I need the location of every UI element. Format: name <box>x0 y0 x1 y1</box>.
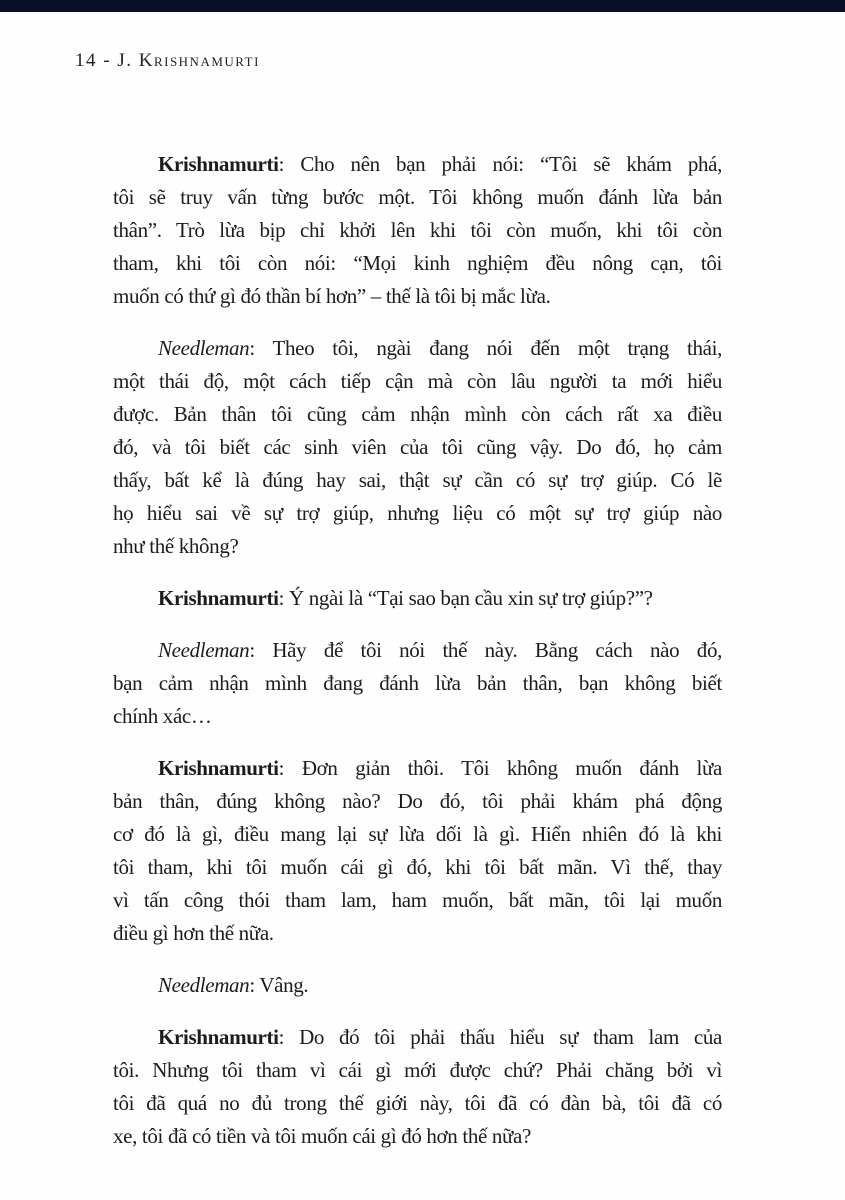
dialogue-paragraph <box>113 752 722 950</box>
text-line <box>113 497 722 530</box>
line-text: xe, tôi đã có tiền và tôi muốn cái gì đó hơn thế nữa? <box>113 1124 531 1148</box>
text-line <box>113 247 722 280</box>
text-line <box>113 700 722 733</box>
text-line <box>113 530 722 563</box>
speaker-name: Needleman <box>158 336 250 360</box>
page-body <box>113 148 722 1172</box>
text-line <box>113 431 722 464</box>
line-text: tôi đã quá no đủ trong thế giới này, tôi đã có đàn bà, tôi đã có <box>113 1091 722 1115</box>
running-head <box>75 50 260 72</box>
dialogue-paragraph <box>113 148 722 313</box>
line-text: được. Bản thân tôi cũng cảm nhận mình còn cách rất xa điều <box>113 402 722 426</box>
speaker-name: Krishnamurti <box>158 1025 279 1049</box>
text-line <box>113 214 722 247</box>
text-line <box>113 634 722 667</box>
line-text: tôi sẽ truy vấn từng bước một. Tôi không muốn đánh lừa bản <box>113 185 722 209</box>
line-text: : Đơn giản thôi. Tôi không muốn đánh lừa <box>278 756 722 780</box>
text-line <box>113 365 722 398</box>
text-line <box>113 332 722 365</box>
speaker-name: Needleman <box>158 973 250 997</box>
speaker-name: Krishnamurti <box>158 152 279 176</box>
line-text: : Theo tôi, ngài đang nói đến một trạng thái, <box>249 336 722 360</box>
line-text: một thái độ, một cách tiếp cận mà còn lâu người ta mới hiểu <box>113 369 722 393</box>
line-text: : Ý ngài là “Tại sao bạn cầu xin sự trợ giúp?”? <box>278 586 653 610</box>
line-text: tôi tham, khi tôi muốn cái gì đó, khi tôi bất mãn. Vì thế, thay <box>113 855 722 879</box>
text-line <box>113 464 722 497</box>
line-text: thấy, bất kể là đúng hay sai, thật sự cần có sự trợ giúp. Có lẽ <box>113 468 722 492</box>
text-line <box>113 582 722 615</box>
line-text: bạn cảm nhận mình đang đánh lừa bản thân, bạn không biết <box>113 671 722 695</box>
line-text: điều gì hơn thế nữa. <box>113 921 274 945</box>
line-text: tham, khi tôi còn nói: “Mọi kinh nghiệm đều nông cạn, tôi <box>113 251 722 275</box>
page-number: 14 <box>75 50 97 71</box>
text-line <box>113 884 722 917</box>
text-line <box>113 280 722 313</box>
text-line <box>113 181 722 214</box>
line-text: : Do đó tôi phải thấu hiểu sự tham lam của <box>278 1025 722 1049</box>
line-text: muốn có thứ gì đó thần bí hơn” – thế là tôi bị mắc lừa. <box>113 284 551 308</box>
text-line <box>113 1087 722 1120</box>
author-name: J. Krishnamurti <box>117 50 260 71</box>
text-line <box>113 148 722 181</box>
text-line <box>113 1120 722 1153</box>
dialogue-paragraph <box>113 634 722 733</box>
dialogue-paragraph <box>113 969 722 1002</box>
line-text: họ hiểu sai về sự trợ giúp, nhưng liệu có một sự trợ giúp nào <box>113 501 722 525</box>
text-line <box>113 667 722 700</box>
line-text: : Hãy để tôi nói thế này. Bằng cách nào đó, <box>249 638 722 662</box>
line-text: tôi. Nhưng tôi tham vì cái gì mới được chứ? Phải chăng bởi vì <box>113 1058 722 1082</box>
line-text: đó, và tôi biết các sinh viên của tôi cũng vậy. Do đó, họ cảm <box>113 435 722 459</box>
speaker-name: Krishnamurti <box>158 586 279 610</box>
dialogue-paragraph <box>113 1021 722 1153</box>
text-line <box>113 1054 722 1087</box>
line-text: : Vâng. <box>249 973 309 997</box>
text-line <box>113 851 722 884</box>
text-line <box>113 785 722 818</box>
line-text: bản thân, đúng không nào? Do đó, tôi phải khám phá động <box>113 789 722 813</box>
text-line <box>113 818 722 851</box>
speaker-name: Krishnamurti <box>158 756 279 780</box>
line-text: thân”. Trò lừa bịp chỉ khởi lên khi tôi còn muốn, khi tôi còn <box>113 218 722 242</box>
line-text: vì tấn công thói tham lam, ham muốn, bất mãn, tôi lại muốn <box>113 888 722 912</box>
top-bar <box>0 0 845 12</box>
header-separator: - <box>97 50 118 71</box>
line-text: cơ đó là gì, điều mang lại sự lừa dối là gì. Hiển nhiên đó là khi <box>113 822 722 846</box>
line-text: chính xác… <box>113 704 212 728</box>
text-line <box>113 398 722 431</box>
line-text: như thế không? <box>113 534 239 558</box>
text-line <box>113 1021 722 1054</box>
dialogue-paragraph <box>113 332 722 563</box>
speaker-name: Needleman <box>158 638 250 662</box>
text-line <box>113 969 722 1002</box>
line-text: : Cho nên bạn phải nói: “Tôi sẽ khám phá, <box>278 152 722 176</box>
dialogue-paragraph <box>113 582 722 615</box>
text-line <box>113 917 722 950</box>
text-line <box>113 752 722 785</box>
